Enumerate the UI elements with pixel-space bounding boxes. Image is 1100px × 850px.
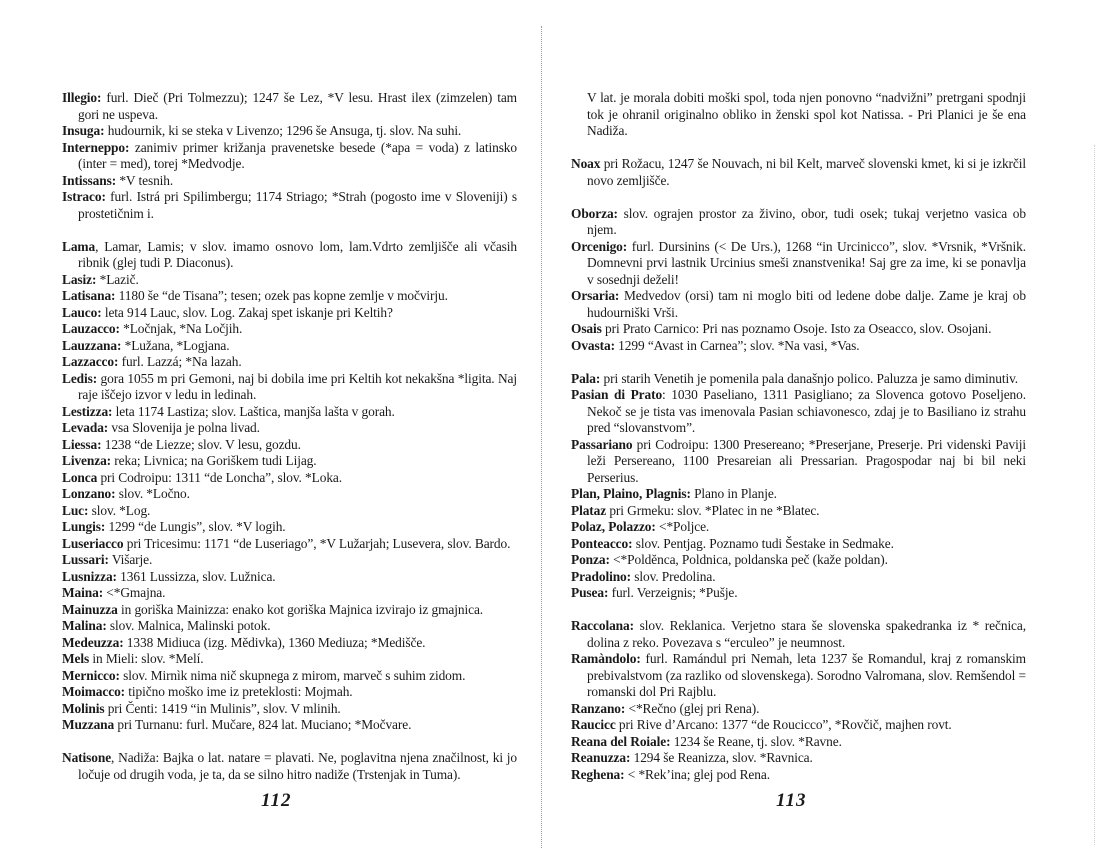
- entry-headword: Muzzana: [62, 717, 115, 732]
- entry-definition: slov. ograjen prostor za živino, obor, tudi osek; tukaj verjetno vasica ob njem.: [587, 205, 1026, 237]
- section-gap: [571, 354, 1026, 371]
- entry-definition: 1299 “Avast in Carnea”; slov. *Na vasi, *Vas.: [614, 337, 860, 353]
- entry-definition: <*Poldĕnca, Poldnica, poldanska peč (kaže poldan).: [609, 552, 888, 567]
- entry-definition: leta 1174 Lastiza; slov. Laštica, manjša lašta v gorah.: [112, 403, 395, 419]
- entry-headword: Interneppo:: [62, 139, 130, 155]
- glossary-entry: [571, 338, 1026, 355]
- entry-definition: furl. Dieč (Pri Tolmezzu); 1247 še Lez, *V lesu. Hrast ilex (zimzelen) tam gori ne uspeva.: [78, 90, 517, 122]
- entry-headword: Pasian di Prato: [571, 387, 663, 402]
- glossary-entry: [62, 569, 517, 586]
- glossary-entry: [571, 156, 1026, 189]
- glossary-entry: [62, 173, 517, 190]
- glossary-entry: [571, 437, 1026, 487]
- entry-headword: Luseriacco: [62, 535, 124, 551]
- glossary-entry: [62, 420, 517, 437]
- entry-headword: Ponteacco:: [571, 535, 633, 551]
- entry-definition: , Nadiža: Bajka o lat. natare = plavati. Ne, poglavitna njena značilnost, ki jo ločuje od drugih voda, je ta, da se silno hitro nadiže (Trstenjak in Tuma).: [78, 750, 517, 782]
- entry-headword: Pradolino:: [571, 568, 632, 584]
- entry-definition: slov. *Ločno.: [115, 486, 190, 501]
- entry-definition: reka; Livnica; na Goriškem tudi Lijag.: [111, 453, 317, 468]
- entry-definition: : 1030 Paseliano, 1311 Pasigliano; za Slovenca gotovo Poseljeno. Nekoč se je tista vas imenovala Pasian schiavonesco, zdaj je to Basiliano iz strahu pred “slovanstvom”.: [587, 387, 1026, 435]
- glossary-entry: [62, 585, 517, 602]
- section-gap: [571, 602, 1026, 619]
- glossary-entry: [571, 321, 1026, 338]
- glossary-entry: [62, 470, 517, 487]
- entry-headword: Lauzacco:: [62, 321, 120, 336]
- entry-definition: *Ločnjak, *Na Ločjih.: [119, 321, 243, 336]
- glossary-entry: [571, 750, 1026, 767]
- entry-headword: Medeuzza:: [62, 634, 124, 650]
- left-page: [62, 90, 517, 783]
- entry-headword: Natisone: [62, 750, 112, 765]
- glossary-entry: [571, 585, 1026, 602]
- glossary-entry: [571, 569, 1026, 586]
- entry-definition: Plano in Planje.: [690, 486, 777, 501]
- glossary-entry: [62, 536, 517, 553]
- entry-definition: in Mieli: slov. *Melí.: [89, 651, 204, 666]
- glossary-entry: [571, 618, 1026, 651]
- entry-headword: Lonca: [62, 469, 98, 485]
- entry-definition: <*Poljce.: [655, 519, 710, 534]
- glossary-entry: [571, 552, 1026, 569]
- entry-definition: 1238 “de Liezze; slov. V lesu, gozdu.: [101, 436, 301, 452]
- entry-definition: furl. Ramándul pri Nemah, leta 1237 še Romandul, kraj z romanskim prebivalstvom (za razliko od slovenskega). Sorodno Valromana, slov. Remšendol = romanski dol Pri Rajblu.: [587, 651, 1026, 699]
- entry-definition: *V tesnih.: [116, 172, 174, 188]
- glossary-entry: [62, 371, 517, 404]
- glossary-entry: [62, 618, 517, 635]
- section-gap: [62, 222, 517, 239]
- entry-definition: furl. Lazzá; *Na lazah.: [118, 354, 242, 369]
- glossary-entry: [571, 486, 1026, 503]
- entry-headword: Lestizza:: [62, 403, 113, 419]
- entry-headword: Mainuzza: [62, 601, 118, 617]
- page-edge: [1094, 145, 1095, 845]
- glossary-entry: [571, 239, 1026, 289]
- entry-headword: Noax: [571, 156, 601, 171]
- glossary-entry: [571, 206, 1026, 239]
- book-gutter: [541, 26, 542, 848]
- entry-definition: furl. Istrá pri Spilimbergu; 1174 Striago; *Strah (pogosto ime v Sloveniji) s prostetičnim i.: [78, 189, 517, 221]
- entry-definition: pri Turnanu: furl. Mučare, 824 lat. Muciano; *Močvare.: [114, 717, 412, 732]
- glossary-entry: [62, 140, 517, 173]
- entry-definition: hudournik, ki se steka v Livenzo; 1296 še Ansuga, tj. slov. Na suhi.: [104, 123, 462, 138]
- entry-definition: gora 1055 m pri Gemoni, naj bi dobila ime pri Keltih kot nekakšna *ligita. Naj raje iščejo izvor v ledu in ledinah.: [78, 370, 517, 402]
- entry-headword: Orcenigo:: [571, 238, 628, 254]
- glossary-entry: [571, 387, 1026, 437]
- glossary-entry: [62, 668, 517, 685]
- glossary-entry: [571, 651, 1026, 701]
- entry-definition: 1234 še Reane, tj. slov. *Ravne.: [670, 733, 842, 749]
- glossary-entry: [62, 486, 517, 503]
- entry-headword: Pala:: [571, 370, 601, 386]
- entry-headword: Istraco:: [62, 189, 106, 204]
- entry-headword: Lazzacco:: [62, 354, 119, 369]
- glossary-entry: [62, 635, 517, 652]
- entry-definition: pri Čenti: 1419 “in Mulinis”, slov. V mlinih.: [104, 700, 341, 716]
- entry-headword: Reghena:: [571, 766, 625, 782]
- entry-headword: Maina:: [62, 585, 104, 600]
- entry-headword: Levada:: [62, 420, 109, 435]
- entry-headword: Lauco:: [62, 304, 102, 320]
- glossary-entry: [62, 305, 517, 322]
- entry-headword: Mernicco:: [62, 667, 120, 683]
- glossary-entry: [571, 371, 1026, 388]
- entry-definition: tipično moško ime iz preteklosti: Mojmah.: [125, 684, 353, 699]
- glossary-entry: [62, 503, 517, 520]
- glossary-entry: [571, 288, 1026, 321]
- entry-definition: pri starih Venetih je pomenila pala današnjo polico. Paluzza je samo diminutiv.: [600, 370, 1019, 386]
- entry-definition: vsa Slovenija je polna livad.: [108, 420, 260, 435]
- entry-definition: pri Prato Carnico: Pri nas poznamo Osoje. Isto za Oseacco, slov. Osojani.: [601, 321, 992, 336]
- entry-headword: Ramàndolo:: [571, 651, 641, 666]
- glossary-entry: [62, 701, 517, 718]
- entry-definition: *Lazič.: [96, 271, 139, 287]
- section-gap: [571, 140, 1026, 157]
- entry-definition: leta 914 Lauc, slov. Log. Zakaj spet iskanje pri Keltih?: [101, 304, 393, 320]
- glossary-entry: [62, 189, 517, 222]
- entry-definition: slov. Malnica, Malinski potok.: [106, 618, 271, 633]
- entry-headword: Mels: [62, 651, 90, 666]
- right-page: [571, 90, 1026, 783]
- glossary-entry: [571, 767, 1026, 784]
- entry-definition: pri Rožacu, 1247 še Nouvach, ni bil Kelt, marveč slovenski kmet, ki si je izkrčil novo zemljišče.: [587, 156, 1026, 188]
- entry-headword: Ovasta:: [571, 337, 615, 353]
- entry-headword: Reanuzza:: [571, 750, 631, 765]
- entry-headword: Ponza:: [571, 552, 610, 567]
- glossary-entry: [62, 404, 517, 421]
- entry-definition: slov. *Log.: [88, 502, 151, 518]
- entry-definition: <*Rečno (glej pri Rena).: [625, 700, 760, 716]
- entry-definition: 1361 Lussizza, slov. Lužnica.: [116, 568, 276, 584]
- section-gap: [571, 189, 1026, 206]
- glossary-entry: [62, 437, 517, 454]
- entry-definition: pri Rive d’Arcano: 1377 “de Roucicco”, *Rovčič, majhen rovt.: [615, 717, 952, 732]
- entry-headword: Polaz, Polazzo:: [571, 519, 656, 534]
- entry-headword: Plataz: [571, 502, 607, 518]
- glossary-entry: [62, 321, 517, 338]
- glossary-entry: [62, 453, 517, 470]
- entry-headword: Livenza:: [62, 453, 112, 468]
- entry-definition: pri Grmeku: slov. *Platec in ne *Blatec.: [606, 502, 820, 518]
- glossary-entry: [62, 717, 517, 734]
- entry-definition: slov. Reklanica. Verjetno stara še slovenska spakedranka iz * rečnica, dolina z reko. Povezava s “erculeo” je neumnost.: [587, 618, 1026, 650]
- glossary-entry: [62, 90, 517, 123]
- entry-headword: Ledis:: [62, 370, 98, 386]
- entry-headword: Insuga:: [62, 123, 105, 138]
- entry-headword: Lauzzana:: [62, 337, 122, 353]
- entry-headword: Malina:: [62, 618, 107, 633]
- entry-headword: Lasiz:: [62, 271, 97, 287]
- glossary-entry: [62, 684, 517, 701]
- entry-definition: pri Tricesimu: 1171 “de Luseriago”, *V Lužarjah; Lusevera, slov. Bardo.: [123, 535, 511, 551]
- continuation-text: V lat. je morala dobiti moški spol, toda njen ponovno “nadvižni” pretrgani spodnji tok je ohranil originalno obliko in ženski spol kot Natissa. - Pri Planici je še ena Nadiža.: [587, 90, 1026, 138]
- glossary-entry: [62, 354, 517, 371]
- entry-headword: Intissans:: [62, 172, 117, 188]
- glossary-entry: [571, 503, 1026, 520]
- glossary-entry: [62, 651, 517, 668]
- entry-headword: Reana del Roiale:: [571, 733, 671, 749]
- entry-definition: 1294 še Reanizza, slov. *Ravnica.: [630, 750, 813, 765]
- page-number-right: 113: [776, 790, 807, 811]
- entry-definition: < *Rek’ina; glej pod Rena.: [624, 766, 770, 782]
- glossary-entry: [62, 552, 517, 569]
- entry-headword: Raucicc: [571, 717, 616, 732]
- entry-definition: Višarje.: [108, 552, 153, 567]
- page-number-left: 112: [261, 790, 292, 811]
- entry-headword: Lungis:: [62, 519, 106, 534]
- entry-headword: Lonzano:: [62, 486, 116, 501]
- entry-definition: 1338 Midiuca (izg. Mĕdivka), 1360 Mediuza; *Medišče.: [123, 634, 426, 650]
- entry-definition: zanimiv primer križanja pravenetske besede (*apa = voda) z latinsko (inter = med), torej *Medvodje.: [78, 139, 517, 171]
- entry-definition: pri Codroipu: 1311 “de Loncha”, slov. *Loka.: [97, 469, 343, 485]
- entry-definition: , Lamar, Lamis; v slov. imamo osnovo lom, lam.Vdrto zemljišče ali včasih ribnik (glej tudi P. Diaconus).: [78, 238, 517, 270]
- entry-headword: Passariano: [571, 436, 633, 452]
- entry-definition: pri Codroipu: 1300 Presereano; *Preserjane, Preserje. Pri videnski Paviji leži Persereano, 1100 Presareian ali Pressarian. Pragospodar naj bi bil neki Perserius.: [587, 436, 1026, 485]
- entry-definition: furl. Dursinins (< De Urs.), 1268 “in Urcinicco”, slov. *Vrsnik, *Vršnik. Domnevni prvi lastnik Urcinius smeši znanstvenika! Saj gre za ime, ki se ponavlja v sosednji deželi!: [587, 238, 1026, 287]
- entry-headword: Luc:: [62, 502, 89, 518]
- entry-headword: Liessa:: [62, 436, 102, 452]
- entry-headword: Raccolana:: [571, 618, 634, 633]
- glossary-entry: [62, 123, 517, 140]
- glossary-entry: [571, 734, 1026, 751]
- entry-headword: Illegio:: [62, 90, 102, 105]
- entry-headword: Osais: [571, 321, 602, 336]
- glossary-entry: [571, 519, 1026, 536]
- glossary-entry: [62, 602, 517, 619]
- glossary-entry: [571, 536, 1026, 553]
- section-gap: [62, 734, 517, 751]
- entry-definition: *Lužana, *Logjana.: [121, 337, 230, 353]
- entry-definition: in goriška Mainizza: enako kot goriška Majnica izvirajo iz gmajnica.: [117, 601, 484, 617]
- entry-headword: Orsaria:: [571, 288, 620, 303]
- glossary-entry: [62, 272, 517, 289]
- entry-headword: Pusea:: [571, 585, 609, 600]
- entry-headword: Lussari:: [62, 552, 109, 567]
- glossary-entry: [571, 717, 1026, 734]
- entry-definition: slov. Mirnìk nima nič skupnega z mirom, marveč s suhim zidom.: [119, 667, 466, 683]
- entry-headword: Oborza:: [571, 205, 618, 221]
- entry-definition: <*Gmajna.: [103, 585, 166, 600]
- glossary-entry: [62, 288, 517, 305]
- glossary-entry: [62, 239, 517, 272]
- entry-definition: furl. Verzeignis; *Pušje.: [608, 585, 738, 600]
- entry-headword: Plan, Plaino, Plagnis:: [571, 486, 691, 501]
- entry-headword: Lusnizza:: [62, 568, 117, 584]
- entry-definition: Medvedov (orsi) tam ni moglo biti od ledene dobe dalje. Zame je kraj ob hudourniški Vrši.: [587, 288, 1026, 320]
- entry-headword: Lama: [62, 238, 96, 254]
- entry-headword: Moimacco:: [62, 684, 126, 699]
- glossary-entry: [62, 338, 517, 355]
- glossary-entry: [62, 519, 517, 536]
- entry-definition: 1299 “de Lungis”, slov. *V logih.: [105, 519, 286, 534]
- entry-definition: slov. Pentjag. Poznamo tudi Šestake in Sedmake.: [632, 535, 894, 551]
- entry-definition: 1180 še “de Tisana”; tesen; ozek pas kopne zemlje v močvirju.: [115, 288, 448, 303]
- entry-headword: Ranzano:: [571, 700, 626, 716]
- glossary-entry: [571, 701, 1026, 718]
- glossary-entry: [62, 750, 517, 783]
- entry-headword: Latisana:: [62, 288, 116, 303]
- entry-definition: slov. Predolina.: [631, 568, 716, 584]
- entry-headword: Molinis: [62, 700, 105, 716]
